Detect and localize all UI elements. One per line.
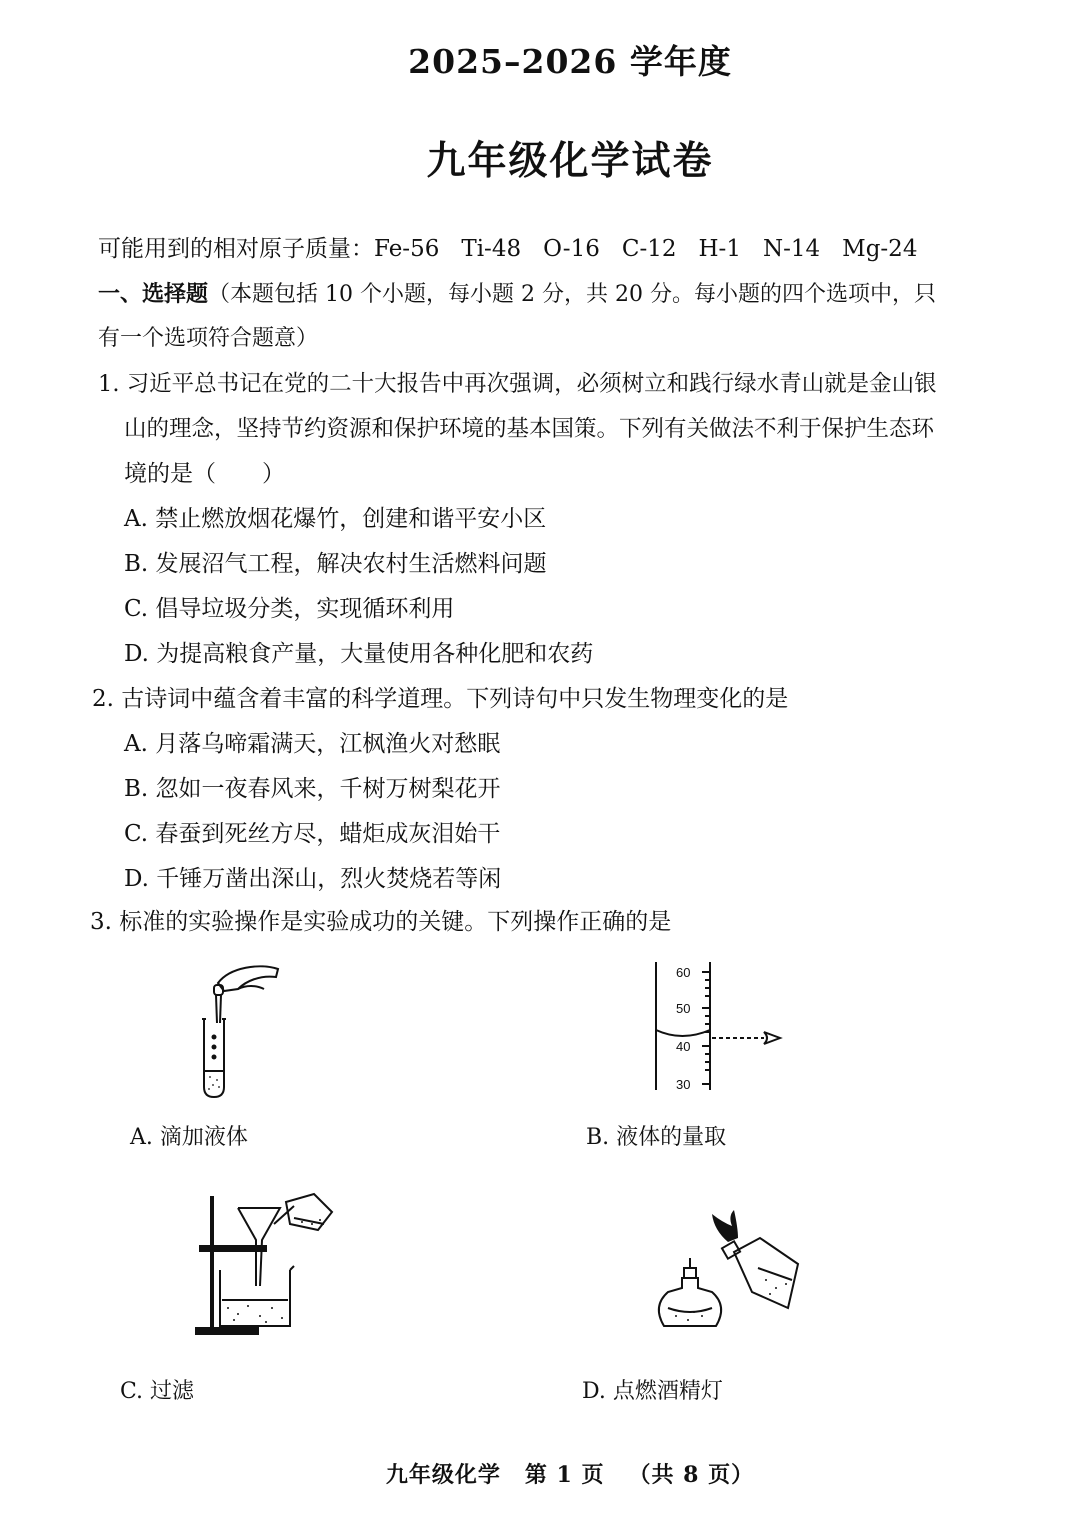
- q2-option-c: C. 春蚕到死丝方尽，蜡炬成灰泪始干: [124, 821, 501, 847]
- exam-title: 九年级化学试卷: [426, 138, 714, 184]
- footer-subject: 九年级化学: [385, 1462, 501, 1488]
- meniscus: [656, 1030, 710, 1036]
- fig-a-label: A. 滴加液体: [130, 1125, 248, 1150]
- tick-label-60: 60: [676, 965, 691, 980]
- atomic-mass-label: 可能用到的相对原子质量：: [98, 236, 374, 262]
- atomic-mass-fe: Fe-56: [374, 236, 440, 262]
- q1-option-b: B. 发展沼气工程，解决农村生活燃料问题: [124, 551, 547, 577]
- atomic-mass-c: C-12: [621, 236, 677, 262]
- footer-page: 第 1 页: [524, 1462, 605, 1488]
- section1-desc-1: （本题包括 10 个小题，每小题 2 分，共 20 分。每小题的四个选项中，只: [208, 282, 936, 307]
- stand-base: [196, 1328, 258, 1334]
- footer-total: （共 8 页）: [628, 1462, 755, 1488]
- filtration-figure: [190, 1190, 340, 1340]
- dropper-bulb: [214, 985, 223, 995]
- q1-option-d: D. 为提高粮食产量，大量使用各种化肥和农药: [124, 641, 594, 667]
- atomic-mass-o: O-16: [543, 236, 600, 262]
- dropper-test-tube-figure: [180, 955, 290, 1105]
- atomic-mass-ti: Ti-48: [461, 236, 522, 262]
- dropper-tube-right: [220, 995, 221, 1023]
- drop-1: [212, 1035, 217, 1040]
- dropper-tube-left: [216, 995, 217, 1023]
- q1-option-c: C. 倡导垃圾分类，实现循环利用: [124, 596, 455, 622]
- tick-label-30: 30: [676, 1077, 691, 1092]
- alcohol-lamp-figure: [648, 1208, 810, 1340]
- pouring-beaker: [286, 1194, 332, 1230]
- page-footer: [0, 1458, 1080, 1489]
- q3-stem: 3. 标准的实验操作是实验成功的关键。下列操作正确的是: [90, 909, 672, 935]
- alcohol-lamp-body: [659, 1278, 721, 1326]
- q1-stem-2: 山的理念，坚持节约资源和保护环境的基本国策。下列有关做法不利于保护生态环: [124, 416, 935, 442]
- lamp-fuel-surface: [668, 1308, 712, 1312]
- tilted-lamp-fuel-surface: [758, 1268, 792, 1280]
- q2-option-d: D. 千锤万凿出深山，烈火焚烧若等闲: [124, 866, 502, 892]
- atomic-mass-mg: Mg-24: [842, 236, 918, 262]
- measuring-cylinder-figure: [650, 958, 790, 1096]
- section1-heading: [98, 279, 936, 310]
- q2-stem: 2. 古诗词中蕴含着丰富的科学道理。下列诗句中只发生物理变化的是: [92, 686, 789, 712]
- drop-2: [212, 1045, 217, 1050]
- drop-3: [212, 1055, 217, 1060]
- fig-b-label: B. 液体的量取: [586, 1125, 727, 1150]
- atomic-mass-h: H-1: [698, 236, 741, 262]
- atomic-mass-n: N-14: [762, 236, 821, 262]
- q2-option-a: A. 月落乌啼霜满天，江枫渔火对愁眠: [124, 731, 501, 757]
- section1-name: 一、选择题: [98, 281, 209, 307]
- lamp-wick-holder: [684, 1268, 696, 1278]
- hand-shape: [218, 966, 278, 991]
- q1-stem-1: 1. 习近平总书记在党的二十大报告中再次强调，必须树立和践行绿水青山就是金山银: [98, 371, 937, 397]
- atomic-mass-line: [98, 234, 917, 264]
- q1-option-a: A. 禁止燃放烟花爆竹，创建和谐平安小区: [124, 506, 547, 532]
- flame-icon: [712, 1210, 738, 1242]
- fig-d-label: D. 点燃酒精灯: [582, 1379, 723, 1404]
- section1-desc-2: 有一个选项符合题意）: [98, 326, 319, 351]
- eye-icon: [764, 1032, 780, 1044]
- q1-stem-3: 境的是（ ）: [124, 461, 285, 487]
- tick-label-40: 40: [676, 1039, 691, 1054]
- fig-c-label: C. 过滤: [120, 1379, 195, 1404]
- tick-label-50: 50: [676, 1001, 691, 1016]
- tilted-lamp-body: [734, 1238, 798, 1308]
- q2-option-b: B. 忽如一夜春风来，千树万树梨花开: [124, 776, 501, 802]
- exam-year: 2025–2026 学年度: [408, 42, 732, 81]
